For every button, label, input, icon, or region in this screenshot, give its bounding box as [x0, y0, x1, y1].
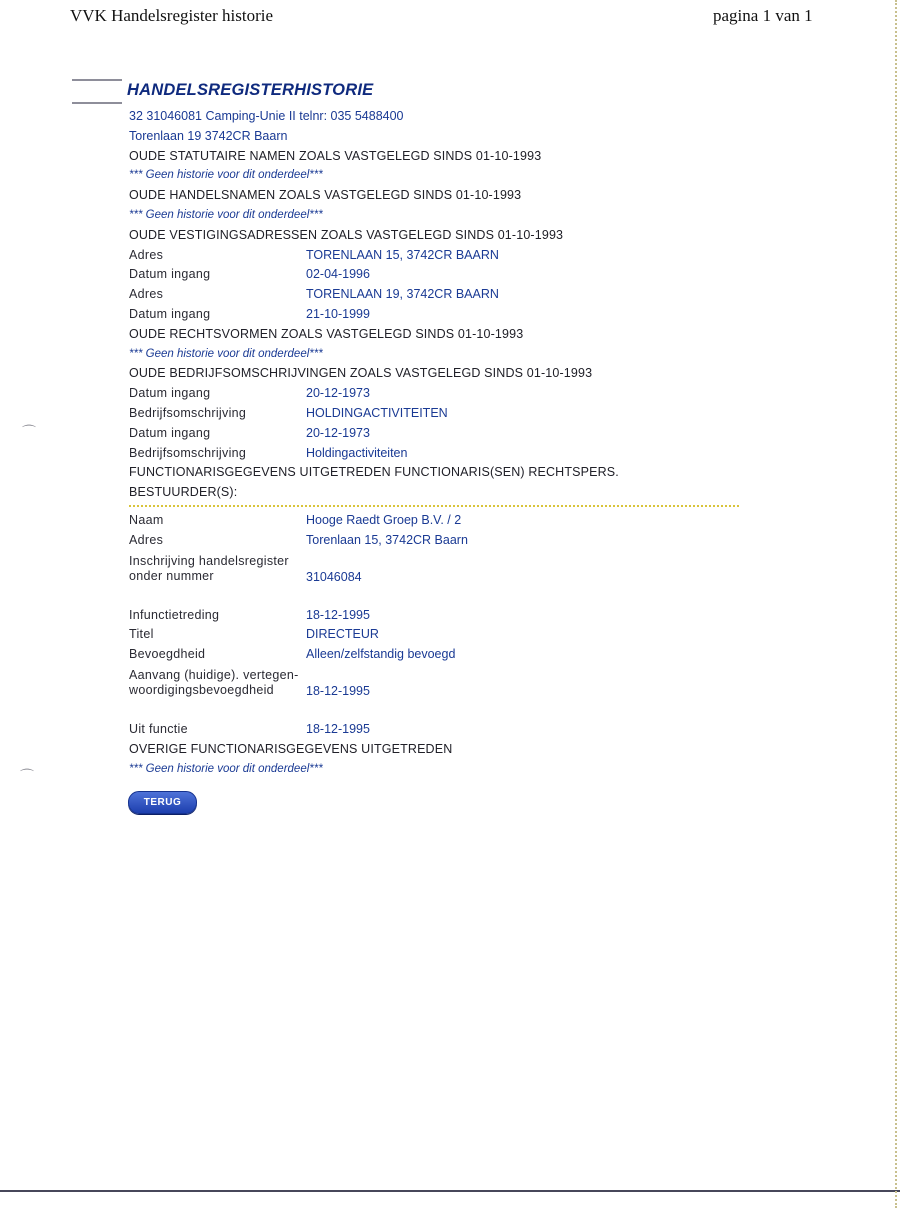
print-header-title: VVK Handelsregister historie	[70, 6, 274, 25]
field-value: 02-04-1996	[306, 267, 370, 282]
no-history-note: *** Geen historie voor dit onderdeel***	[129, 169, 323, 182]
header-mark	[72, 79, 122, 81]
section-heading: FUNCTIONARISGEGEVENS UITGETREDEN FUNCTIONARIS(SEN) RECHTSPERS.	[129, 465, 619, 480]
field-label: Datum ingang	[129, 267, 211, 282]
section-heading: OUDE HANDELSNAMEN ZOALS VASTGELEGD SINDS 01-10-1993	[129, 188, 522, 203]
company-info: 32 31046081 Camping-Unie II telnr: 035 5488400	[129, 109, 404, 123]
field-row	[129, 606, 849, 626]
field-label: Bevoegdheid	[129, 647, 206, 662]
field-label: Infunctietreding	[129, 607, 220, 622]
field-value: Hooge Raedt Groep B.V. / 2	[306, 512, 462, 527]
field-label: Bedrijfsomschrijving	[129, 405, 247, 420]
field-value: 31046084	[306, 569, 362, 584]
field-value: TORENLAAN 15, 3742CR BAARN	[306, 247, 499, 262]
field-row	[129, 285, 849, 305]
page-title: HANDELSREGISTERHISTORIE	[127, 81, 374, 99]
header-mark	[72, 102, 122, 104]
section-heading: OUDE VESTIGINGSADRESSEN ZOALS VASTGELEGD SINDS 01-10-1993	[129, 227, 564, 242]
page-edge	[895, 0, 897, 1208]
no-history-note: *** Geen historie voor dit onderdeel***	[129, 208, 323, 221]
no-history-note: *** Geen historie voor dit onderdeel***	[129, 762, 323, 775]
field-label: Uit functie	[129, 721, 188, 736]
history-list	[129, 107, 849, 779]
field-label: Aanvang (huidige). vertegen- woordigingsbevoegdheid	[129, 667, 299, 697]
field-value: 20-12-1973	[306, 425, 370, 440]
field-value: 20-12-1973	[306, 386, 370, 401]
no-history-note: *** Geen historie voor dit onderdeel***	[129, 347, 323, 360]
field-label: Datum ingang	[129, 386, 211, 401]
field-row	[129, 424, 849, 444]
field-value: 18-12-1995	[306, 607, 370, 622]
field-row	[129, 384, 849, 404]
section-heading: BESTUURDER(S):	[129, 485, 238, 500]
back-button[interactable]: TERUG	[128, 791, 197, 814]
scan-mark: ⌒	[22, 424, 36, 440]
field-value: HOLDINGACTIVITEITEN	[306, 405, 448, 420]
field-label: Adres	[129, 532, 164, 547]
field-row	[129, 444, 849, 464]
section-heading: OUDE STATUTAIRE NAMEN ZOALS VASTGELEGD SINDS 01-10-1993	[129, 148, 542, 163]
field-label: Naam	[129, 512, 164, 527]
field-value: 18-12-1995	[306, 683, 370, 698]
field-row	[129, 645, 849, 665]
company-info: Torenlaan 19 3742CR Baarn	[129, 128, 288, 143]
separator-line	[129, 505, 739, 507]
page-number: pagina 1 van 1	[713, 6, 813, 25]
field-row	[129, 511, 849, 531]
section-separator	[129, 503, 849, 511]
field-value: TORENLAAN 19, 3742CR BAARN	[306, 287, 499, 302]
field-label: Inschrijving handelsregister onder nummer	[129, 553, 289, 583]
field-row	[129, 305, 849, 325]
section-heading: OUDE BEDRIJFSOMSCHRIJVINGEN ZOALS VASTGELEGD SINDS 01-10-1993	[129, 366, 593, 381]
field-value: Torenlaan 15, 3742CR Baarn	[306, 532, 468, 547]
scan-mark: ⌒	[20, 768, 34, 784]
field-row	[129, 531, 849, 551]
field-value: Holdingactiviteiten	[306, 445, 408, 460]
field-row	[129, 665, 849, 720]
field-label: Bedrijfsomschrijving	[129, 445, 247, 460]
field-row	[129, 246, 849, 266]
field-row	[129, 625, 849, 645]
field-label: Adres	[129, 247, 164, 262]
field-row	[129, 551, 849, 606]
field-row	[129, 720, 849, 740]
section-heading: OUDE RECHTSVORMEN ZOALS VASTGELEGD SINDS 01-10-1993	[129, 326, 524, 341]
field-value: 18-12-1995	[306, 721, 370, 736]
page-bottom-rule	[0, 1190, 900, 1192]
field-label: Datum ingang	[129, 306, 211, 321]
section-heading: OVERIGE FUNCTIONARISGEGEVENS UITGETREDEN	[129, 741, 453, 756]
field-value: 21-10-1999	[306, 306, 370, 321]
field-row	[129, 265, 849, 285]
field-label: Datum ingang	[129, 425, 211, 440]
field-row	[129, 404, 849, 424]
field-value: Alleen/zelfstandig bevoegd	[306, 647, 456, 662]
print-header	[0, 6, 900, 30]
field-label: Titel	[129, 627, 154, 642]
field-label: Adres	[129, 287, 164, 302]
field-value: DIRECTEUR	[306, 627, 379, 642]
